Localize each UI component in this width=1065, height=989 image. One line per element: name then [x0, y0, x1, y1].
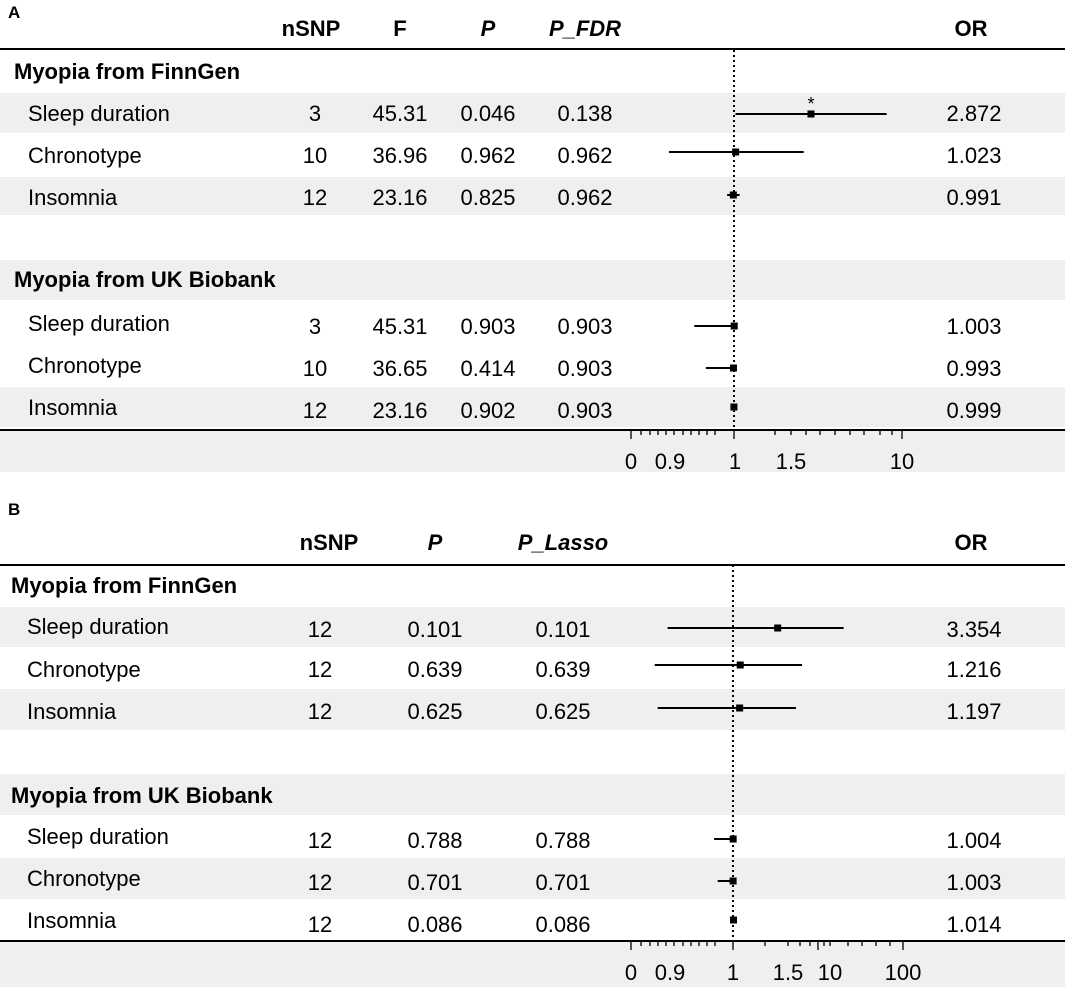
tick-label: 0.9	[654, 960, 686, 985]
point-estimate	[730, 404, 737, 411]
row-or: 1.023	[946, 143, 1002, 168]
row-or: 0.991	[946, 185, 1002, 210]
row-p-lasso: 0.625	[535, 699, 591, 724]
row-nsnp: 10	[302, 143, 328, 168]
row-nsnp: 12	[307, 657, 333, 682]
row-or: 1.004	[946, 828, 1002, 853]
row-p: 0.825	[460, 185, 516, 210]
point-estimate	[731, 323, 738, 330]
panel-a	[0, 0, 1065, 475]
row-p-fdr: 0.903	[557, 356, 613, 381]
row-nsnp: 12	[307, 870, 333, 895]
header-p: P	[427, 530, 443, 555]
group-title: Myopia from FinnGen	[11, 573, 238, 598]
point-estimate	[730, 878, 737, 885]
row-label: Sleep duration	[28, 311, 170, 336]
tick-label: 1	[726, 960, 740, 985]
row-f: 23.16	[372, 398, 428, 423]
panel-b	[0, 493, 1065, 989]
point-estimate	[774, 625, 781, 632]
row-f: 45.31	[372, 314, 428, 339]
row-or: 1.003	[946, 870, 1002, 895]
header-nsnp: nSNP	[299, 530, 359, 555]
row-or: 1.216	[946, 657, 1002, 682]
tick-label: 10	[817, 960, 843, 985]
header-or: OR	[954, 16, 988, 41]
row-p: 0.086	[407, 912, 463, 937]
row-p-lasso: 0.701	[535, 870, 591, 895]
tick-label: 0.9	[654, 449, 686, 474]
row-label: Insomnia	[28, 395, 118, 420]
significance-marker: *	[807, 94, 815, 114]
point-estimate	[736, 705, 743, 712]
row-nsnp: 12	[307, 912, 333, 937]
point-estimate	[730, 192, 737, 199]
row-label: Insomnia	[28, 185, 118, 210]
group-title: Myopia from UK Biobank	[14, 267, 276, 292]
row-p-fdr: 0.903	[557, 398, 613, 423]
row-p: 0.701	[407, 870, 463, 895]
group-title: Myopia from FinnGen	[14, 59, 241, 84]
tick-label: 0	[624, 960, 638, 985]
row-nsnp: 12	[302, 185, 328, 210]
row-nsnp: 12	[302, 398, 328, 423]
row-or: 1.003	[946, 314, 1002, 339]
point-estimate	[737, 662, 744, 669]
panel-label: A	[8, 3, 21, 22]
row-p: 0.639	[407, 657, 463, 682]
row-f: 23.16	[372, 185, 428, 210]
header-f: F	[393, 16, 407, 41]
row-nsnp: 12	[307, 617, 333, 642]
row-or: 1.197	[946, 699, 1002, 724]
row-p: 0.903	[460, 314, 516, 339]
row-p-fdr: 0.962	[557, 143, 613, 168]
header-p: P	[480, 16, 496, 41]
row-label: Chronotype	[27, 657, 141, 682]
row-or: 0.999	[946, 398, 1002, 423]
row-f: 36.96	[372, 143, 428, 168]
tick-label: 100	[884, 960, 922, 985]
header-nsnp: nSNP	[281, 16, 341, 41]
panel-label: B	[8, 500, 21, 519]
row-or: 0.993	[946, 356, 1002, 381]
row-p-lasso: 0.788	[535, 828, 591, 853]
group-title: Myopia from UK Biobank	[11, 783, 273, 808]
forest-plot	[0, 0, 1065, 475]
row-p: 0.902	[460, 398, 516, 423]
forest-plot	[0, 493, 1065, 989]
row-p-fdr: 0.962	[557, 185, 613, 210]
row-label: Chronotype	[27, 866, 141, 891]
header-p-lasso: P_Lasso	[517, 530, 609, 555]
row-label: Sleep duration	[28, 101, 170, 126]
row-or: 3.354	[946, 617, 1002, 642]
tick-label: 0	[624, 449, 638, 474]
row-p: 0.046	[460, 101, 516, 126]
row-label: Insomnia	[27, 699, 117, 724]
point-estimate	[730, 836, 737, 843]
row-p: 0.788	[407, 828, 463, 853]
row-p: 0.962	[460, 143, 516, 168]
point-estimate	[730, 917, 737, 924]
tick-label: 1.5	[775, 449, 807, 474]
row-nsnp: 12	[307, 828, 333, 853]
row-label: Sleep duration	[27, 614, 169, 639]
row-or: 1.014	[946, 912, 1002, 937]
row-nsnp: 3	[308, 101, 322, 126]
tick-label: 1.5	[772, 960, 804, 985]
row-p-lasso: 0.101	[535, 617, 591, 642]
row-p-lasso: 0.086	[535, 912, 591, 937]
row-nsnp: 10	[302, 356, 328, 381]
row-label: Chronotype	[28, 143, 142, 168]
row-label: Chronotype	[28, 353, 142, 378]
row-label: Sleep duration	[27, 824, 169, 849]
row-or: 2.872	[946, 101, 1002, 126]
tick-label: 1	[728, 449, 742, 474]
row-nsnp: 12	[307, 699, 333, 724]
point-estimate	[732, 149, 739, 156]
tick-label: 10	[889, 449, 915, 474]
row-f: 45.31	[372, 101, 428, 126]
header-or: OR	[954, 530, 988, 555]
row-p-lasso: 0.639	[535, 657, 591, 682]
row-label: Insomnia	[27, 908, 117, 933]
header-p-fdr: P_FDR	[548, 16, 622, 41]
row-p: 0.414	[460, 356, 516, 381]
row-nsnp: 3	[308, 314, 322, 339]
row-p: 0.625	[407, 699, 463, 724]
point-estimate	[730, 365, 737, 372]
row-p-fdr: 0.138	[557, 101, 613, 126]
row-f: 36.65	[372, 356, 428, 381]
row-p: 0.101	[407, 617, 463, 642]
row-p-fdr: 0.903	[557, 314, 613, 339]
